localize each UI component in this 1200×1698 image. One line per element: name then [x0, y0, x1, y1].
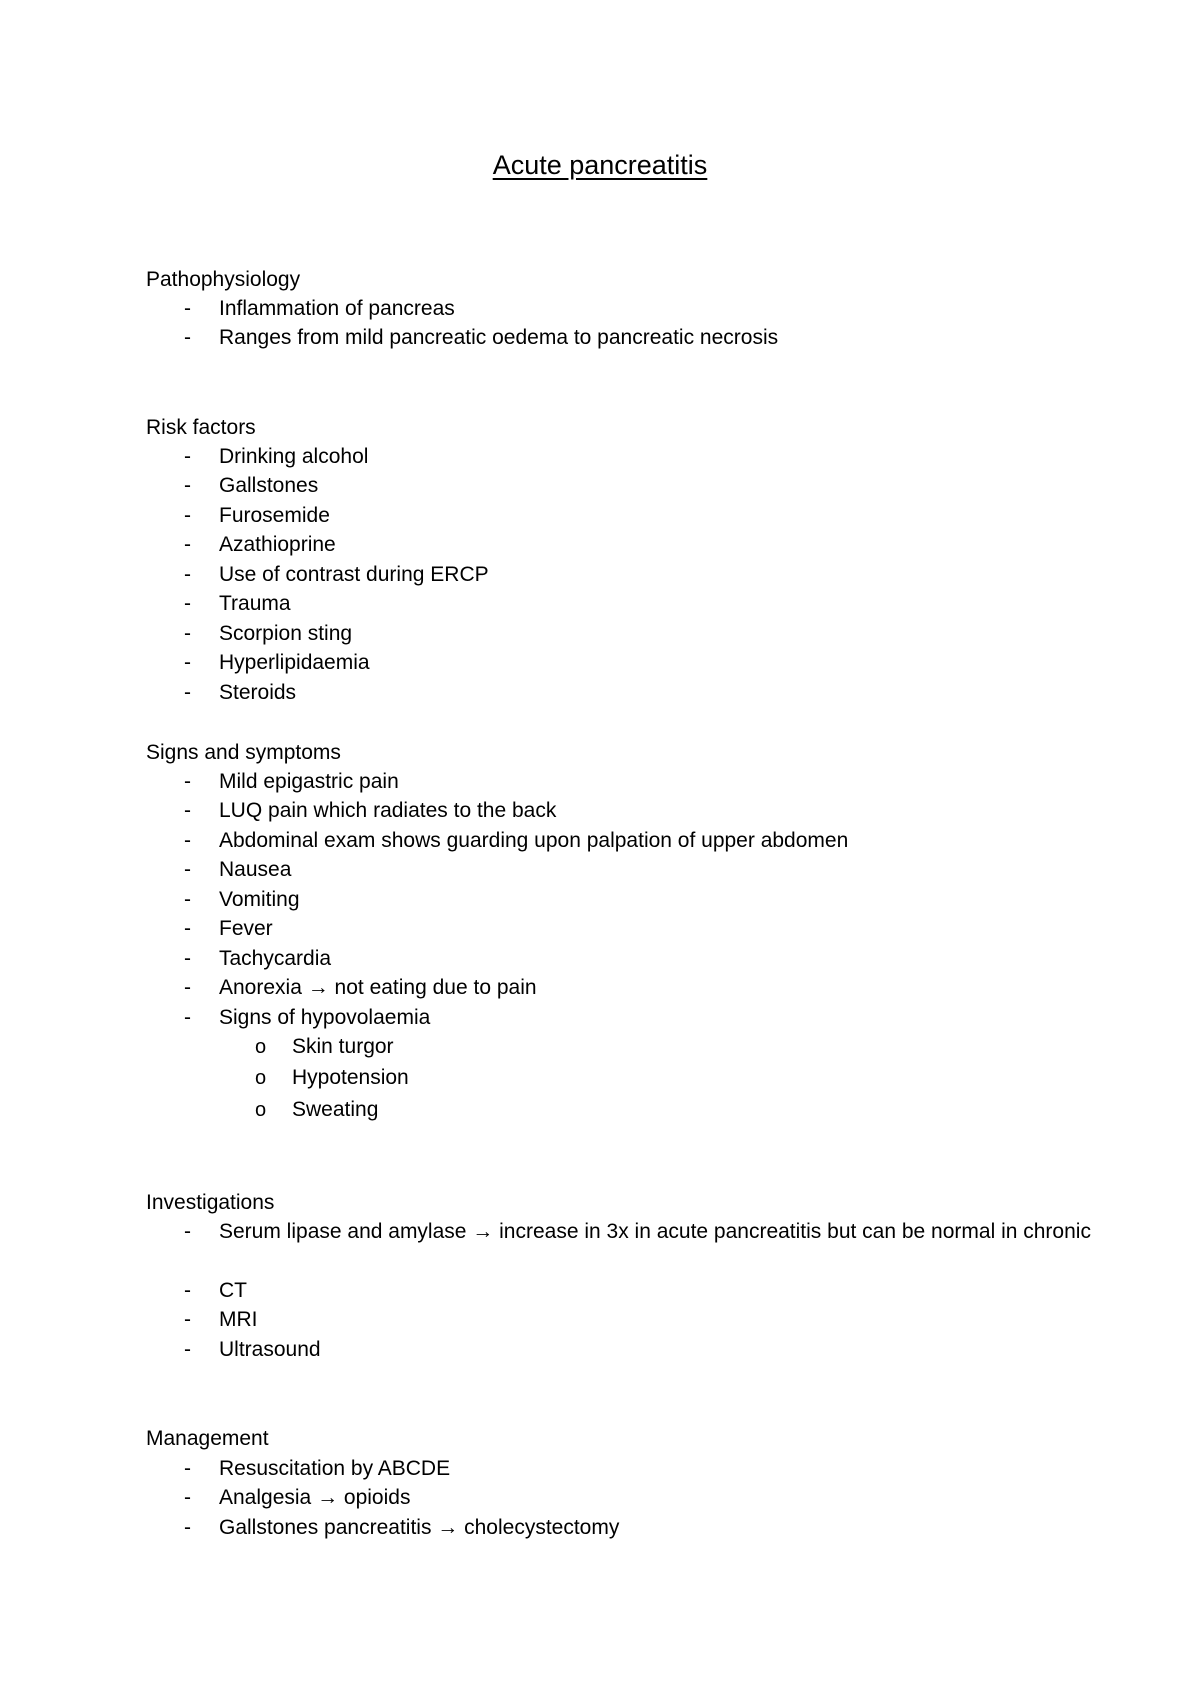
document-title	[0, 147, 1200, 183]
heading-investigations: Investigations	[146, 1191, 275, 1214]
bullet-dash: -	[184, 326, 191, 349]
bullet-dash: -	[184, 622, 191, 645]
list-item-text: Steroids	[219, 681, 297, 704]
heading-management: Management	[146, 1427, 269, 1450]
list-item-text: Azathioprine	[219, 533, 336, 556]
bullet-dash: -	[184, 504, 191, 527]
bullet-dash: -	[184, 1279, 191, 1302]
list-item-text: Gallstones	[219, 474, 319, 497]
bullet-dash: -	[184, 917, 191, 940]
bullet-dash: -	[184, 297, 191, 320]
sub-list-item-text: Sweating	[292, 1098, 379, 1121]
list-item-text: Use of contrast during ERCP	[219, 563, 489, 586]
list-item-text: Tachycardia	[219, 947, 332, 970]
list-item-text: LUQ pain which radiates to the back	[219, 799, 557, 822]
list-item-text: Vomiting	[219, 888, 300, 911]
bullet-dash: -	[184, 770, 191, 793]
bullet-dash: -	[184, 799, 191, 822]
list-item-text: Nausea	[219, 858, 292, 881]
heading-pathophysiology: Pathophysiology	[146, 268, 301, 291]
bullet-circle: o	[255, 1036, 267, 1058]
bullet-dash: -	[184, 1338, 191, 1361]
bullet-dash: -	[184, 1486, 191, 1509]
title-text: Acute pancreatitis	[492, 150, 708, 180]
bullet-circle: o	[255, 1099, 267, 1121]
list-item-text: Scorpion sting	[219, 622, 353, 645]
bullet-dash: -	[184, 1457, 191, 1480]
list-item-text: Mild epigastric pain	[219, 770, 399, 793]
bullet-dash: -	[184, 681, 191, 704]
bullet-dash: -	[184, 1220, 191, 1243]
sub-list-item-text: Skin turgor	[292, 1035, 394, 1058]
list-item-text: Fever	[219, 917, 273, 940]
list-item-text: Inflammation of pancreas	[219, 297, 455, 320]
list-item-text: CT	[219, 1279, 247, 1302]
sub-list-item-text: Hypotension	[292, 1066, 409, 1089]
list-item-text: Analgesia → opioids	[219, 1486, 411, 1509]
bullet-dash: -	[184, 651, 191, 674]
list-item-text: Signs of hypovolaemia	[219, 1006, 431, 1029]
list-item-text: Anorexia → not eating due to pain	[219, 976, 537, 999]
bullet-dash: -	[184, 1006, 191, 1029]
list-item-text: MRI	[219, 1308, 258, 1331]
bullet-dash: -	[184, 1308, 191, 1331]
list-item-text: Abdominal exam shows guarding upon palpation of upper abdomen	[219, 829, 849, 852]
bullet-dash: -	[184, 445, 191, 468]
bullet-circle: o	[255, 1067, 267, 1089]
bullet-dash: -	[184, 858, 191, 881]
bullet-dash: -	[184, 976, 191, 999]
heading-risk-factors: Risk factors	[146, 416, 256, 439]
bullet-dash: -	[184, 474, 191, 497]
bullet-dash: -	[184, 533, 191, 556]
bullet-dash: -	[184, 888, 191, 911]
list-item-text: Resuscitation by ABCDE	[219, 1457, 451, 1480]
bullet-dash: -	[184, 563, 191, 586]
bullet-dash: -	[184, 829, 191, 852]
bullet-dash: -	[184, 947, 191, 970]
list-item-text: Gallstones pancreatitis → cholecystectomy	[219, 1516, 620, 1539]
bullet-dash: -	[184, 1516, 191, 1539]
list-item-text: Trauma	[219, 592, 291, 615]
list-item-text: Ranges from mild pancreatic oedema to pancreatic necrosis	[219, 326, 779, 349]
heading-signs-and-symptoms: Signs and symptoms	[146, 741, 341, 764]
bullet-dash: -	[184, 592, 191, 615]
list-item-text: Ultrasound	[219, 1338, 321, 1361]
list-item-text: Serum lipase and amylase → increase in 3x in acute pancreatitis but can be normal in chronic	[219, 1220, 1091, 1243]
list-item-text: Furosemide	[219, 504, 330, 527]
list-item-text: Hyperlipidaemia	[219, 651, 370, 674]
list-item-text: Drinking alcohol	[219, 445, 369, 468]
